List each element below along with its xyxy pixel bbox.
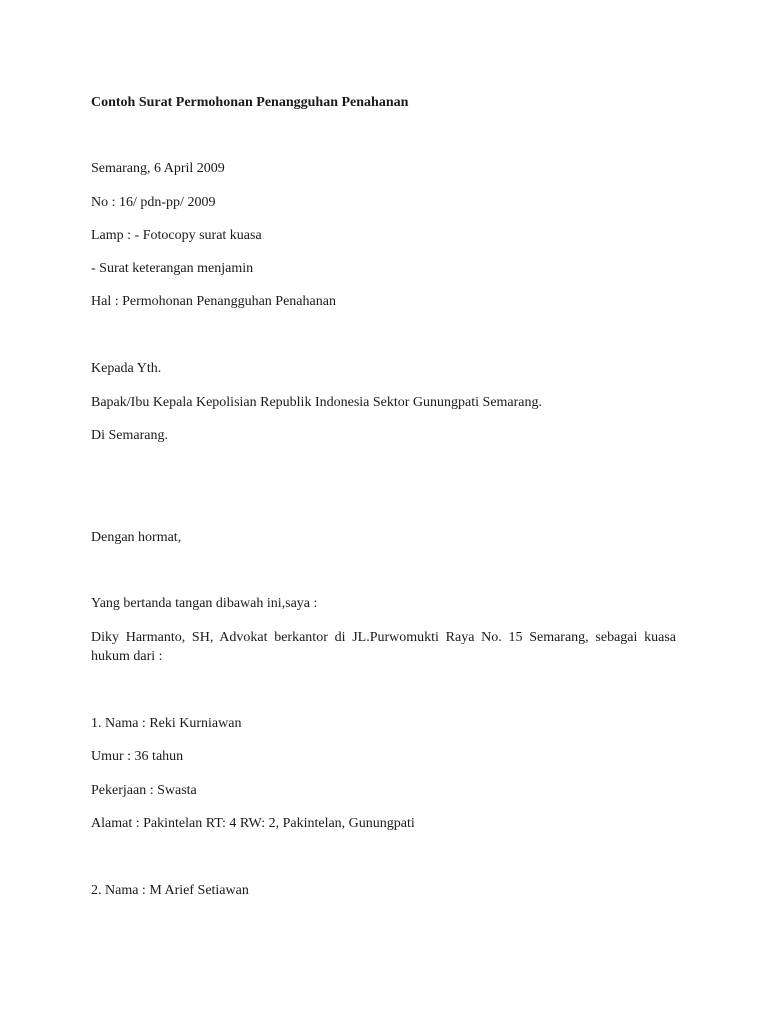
- recipient-location: Di Semarang.: [91, 428, 168, 443]
- recipient-name: Bapak/Ibu Kepala Kepolisian Republik Indonesia Sektor Gunungpati Semarang.: [91, 395, 543, 410]
- client-1-age: Umur : 36 tahun: [91, 749, 184, 764]
- intro-paragraph: Yang bertanda tangan dibawah ini,saya :: [91, 596, 318, 611]
- subject-line: Hal : Permohonan Penangguhan Penahanan: [91, 294, 336, 309]
- letter-number: No : 16/ pdn-pp/ 2009: [91, 195, 216, 210]
- attachment-2: - Surat keterangan menjamin: [91, 261, 254, 276]
- client-2-name: 2. Nama : M Arief Setiawan: [91, 883, 249, 898]
- greeting: Dengan hormat,: [91, 530, 182, 545]
- document-title: Contoh Surat Permohonan Penangguhan Penahanan: [91, 95, 409, 110]
- recipient-to: Kepada Yth.: [91, 361, 162, 376]
- place-date: Semarang, 6 April 2009: [91, 161, 225, 176]
- client-1-address: Alamat : Pakintelan RT: 4 RW: 2, Pakintelan, Gunungpati: [91, 816, 415, 831]
- attachment-1: Lamp : - Fotocopy surat kuasa: [91, 228, 262, 243]
- client-1-name: 1. Nama : Reki Kurniawan: [91, 716, 242, 731]
- client-1-job: Pekerjaan : Swasta: [91, 783, 197, 798]
- lawyer-paragraph: Diky Harmanto, SH, Advokat berkantor di JL.Purwomukti Raya No. 15 Semarang, sebagai kuasa hukum dari :: [91, 630, 676, 664]
